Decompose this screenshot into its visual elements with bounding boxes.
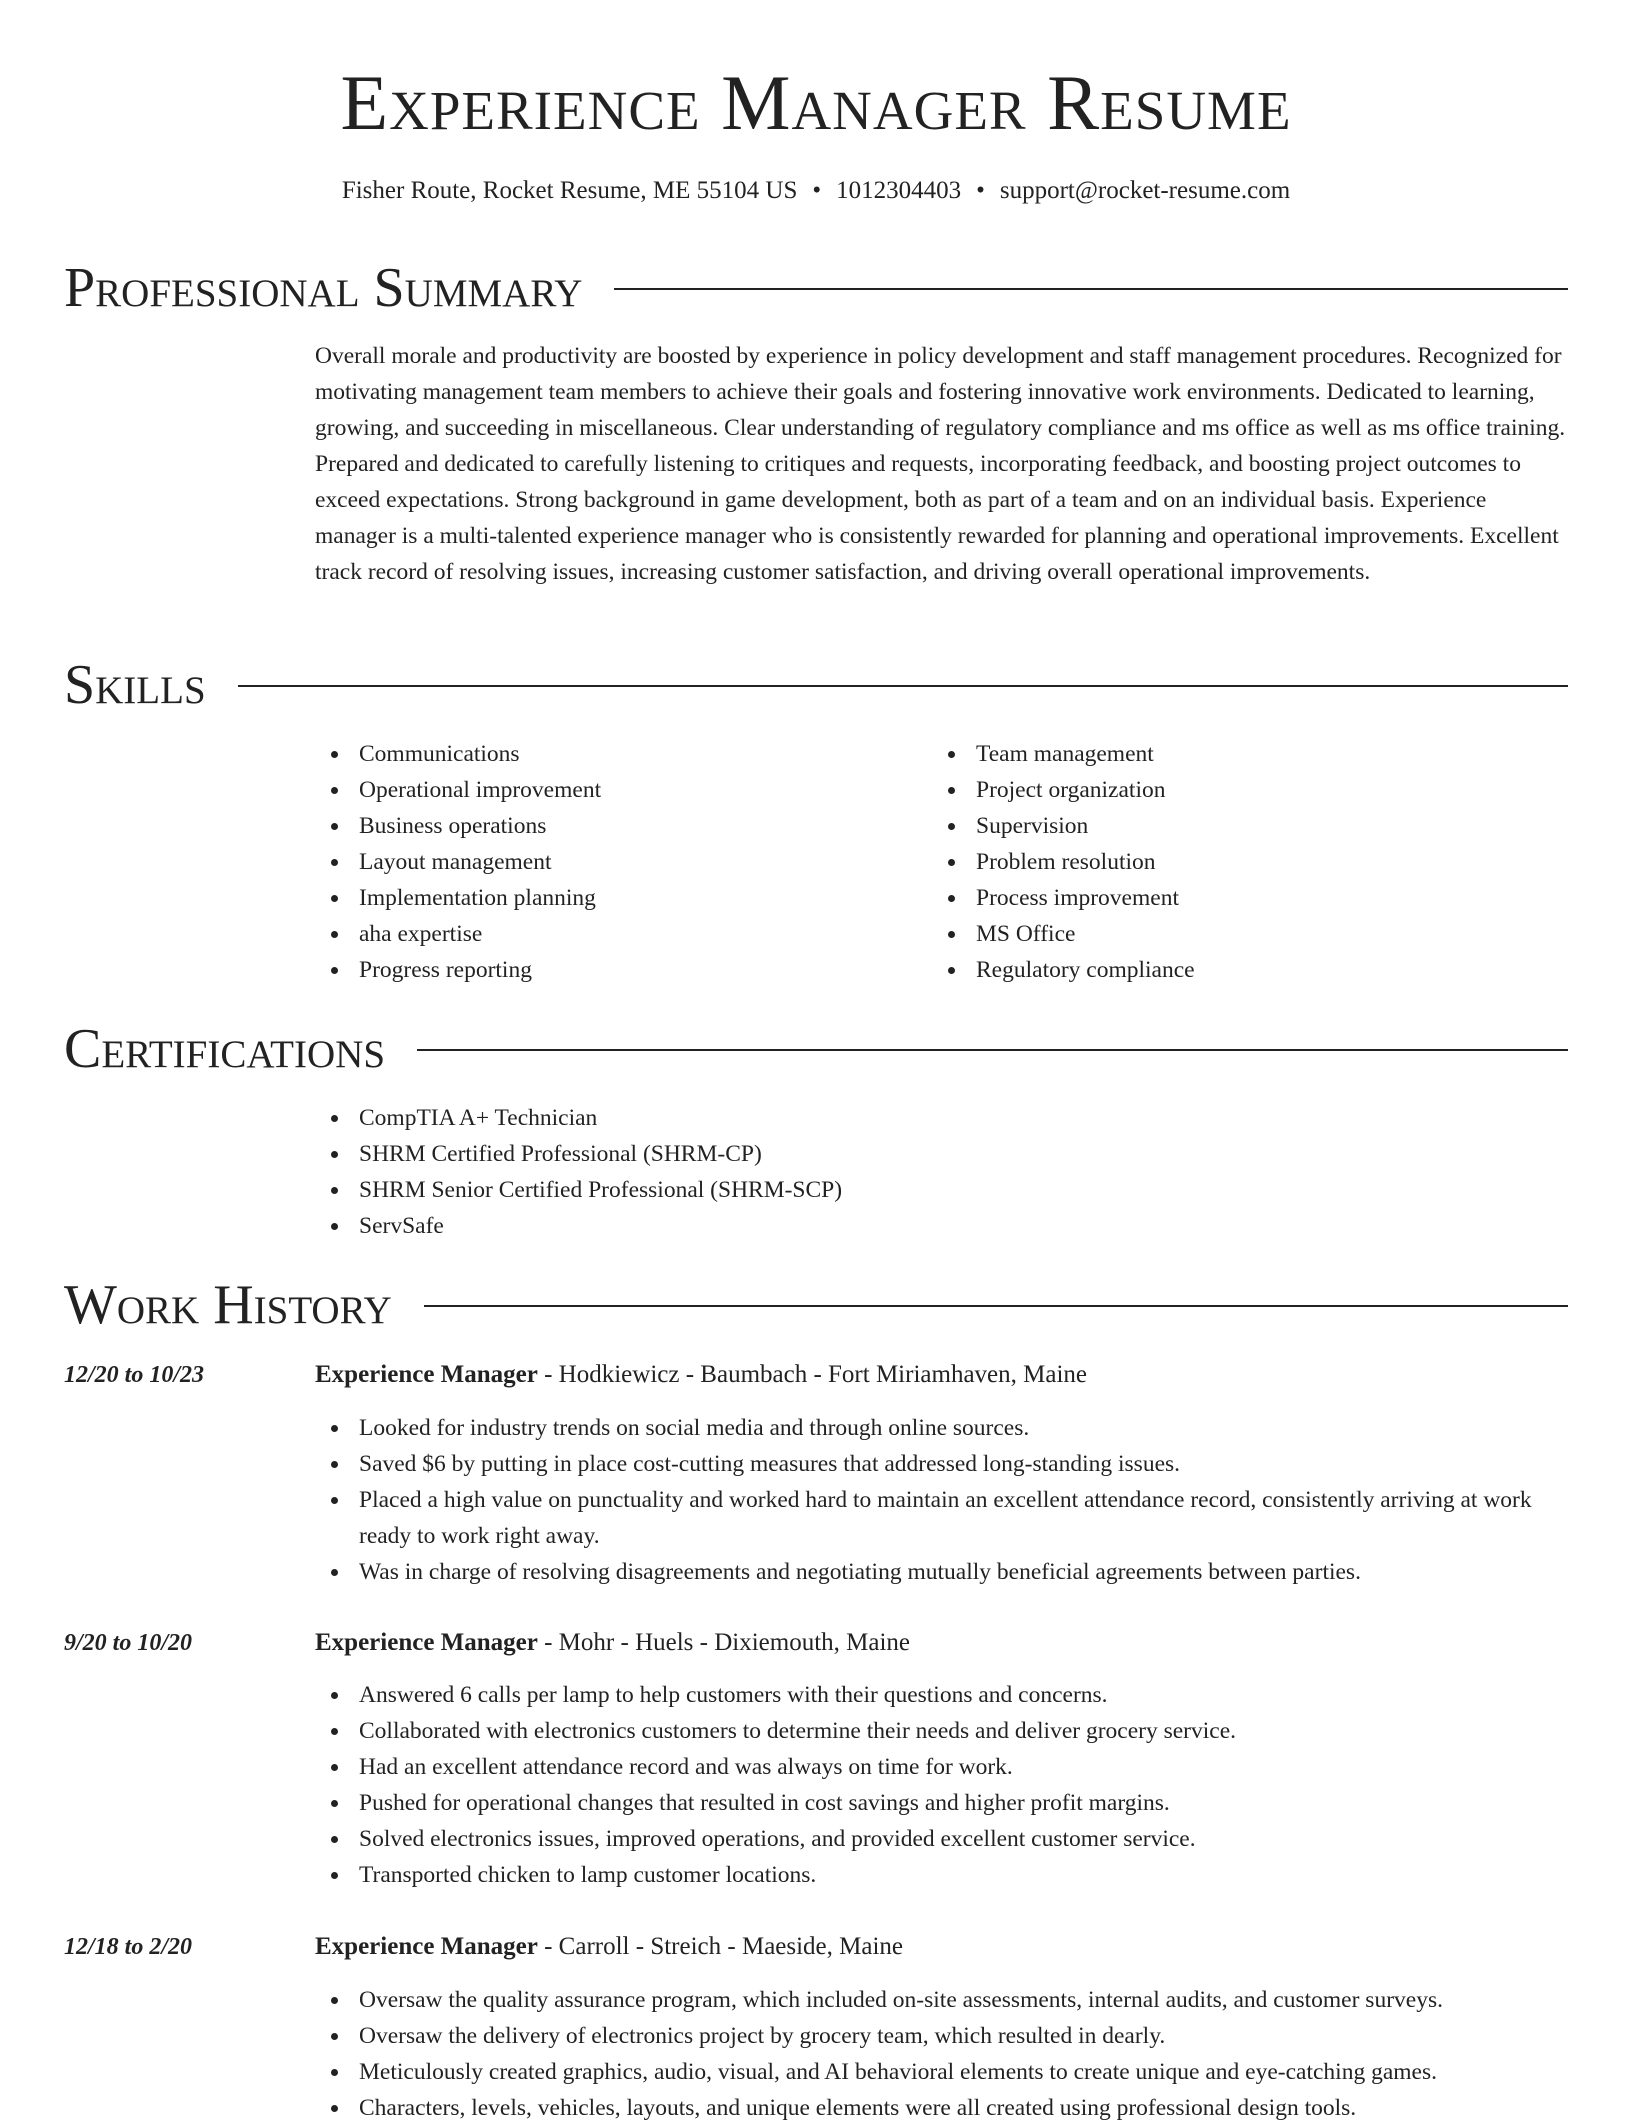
certification-item: SHRM Certified Professional (SHRM-CP) <box>315 1136 1315 1172</box>
skills-section-header <box>64 655 1568 715</box>
job-employer: - Mohr - Huels - Dixiemouth, Maine <box>537 1629 911 1656</box>
skill-item: Business operations <box>315 808 915 844</box>
job-duty: Answered 6 calls per lamp to help customers with their questions and concerns. <box>315 1677 1568 1713</box>
contact-email[interactable]: support@rocket-resume.com <box>999 177 1291 204</box>
skill-item: Team management <box>932 736 1532 772</box>
section-divider <box>424 1305 1568 1307</box>
job-duty: Transported chicken to lamp customer locations. <box>315 1857 1568 1893</box>
job-employer: - Carroll - Streich - Maeside, Maine <box>537 1933 904 1960</box>
skill-item: Progress reporting <box>315 952 915 988</box>
skills-list-right <box>932 736 1532 988</box>
job-duty: Solved electronics issues, improved operations, and provided excellent customer service. <box>315 1821 1568 1857</box>
skill-item: Communications <box>315 736 915 772</box>
work-history-section-header <box>64 1275 1568 1335</box>
job-duty: Collaborated with electronics customers to determine their needs and deliver grocery service. <box>315 1713 1568 1749</box>
contact-address: Fisher Route, Rocket Resume, ME 55104 US <box>341 177 798 204</box>
skill-item: Operational improvement <box>315 772 915 808</box>
certification-item: SHRM Senior Certified Professional (SHRM-SCP) <box>315 1172 1315 1208</box>
job-title: Experience Manager <box>315 1629 538 1656</box>
certifications-heading: Certifications <box>64 1018 386 1080</box>
skill-item: Process improvement <box>932 880 1532 916</box>
job-duty: Meticulously created graphics, audio, visual, and AI behavioral elements to create unique and eye-catching games. <box>315 2054 1568 2090</box>
job-duties-list <box>315 1982 1568 2126</box>
summary-heading: Professional Summary <box>64 257 583 319</box>
certifications-list <box>315 1100 1315 1244</box>
job-dates: 12/18 to 2/20 <box>64 1934 193 1960</box>
skill-item: Implementation planning <box>315 880 915 916</box>
skill-item: aha expertise <box>315 916 915 952</box>
contact-line <box>0 174 1632 208</box>
job-duty: Characters, levels, vehicles, layouts, and unique elements were all created using professional design tools. <box>315 2090 1568 2126</box>
job-duty: Was in charge of resolving disagreements and negotiating mutually beneficial agreements between parties. <box>315 1554 1568 1590</box>
skills-list-left <box>315 736 915 988</box>
contact-phone: 1012304403 <box>836 177 962 204</box>
resume-title: Experience Manager Resume <box>340 59 1292 146</box>
certification-item: ServSafe <box>315 1208 1315 1244</box>
work-history-heading: Work History <box>64 1274 392 1336</box>
skill-item: Project organization <box>932 772 1532 808</box>
job-dates: 12/20 to 10/23 <box>64 1362 205 1388</box>
job-duty: Looked for industry trends on social media and through online sources. <box>315 1410 1568 1446</box>
job-duties-list <box>315 1677 1568 1893</box>
job-duty: Saved $6 by putting in place cost-cutting measures that addressed long-standing issues. <box>315 1446 1568 1482</box>
job-duty: Pushed for operational changes that resulted in cost savings and higher profit margins. <box>315 1785 1568 1821</box>
job-title: Experience Manager <box>315 1933 538 1960</box>
job-duty: Placed a high value on punctuality and worked hard to maintain an excellent attendance record, consistently arriving at work ready to work right away. <box>315 1482 1568 1554</box>
skill-item: Supervision <box>932 808 1532 844</box>
contact-separator: • <box>812 177 822 204</box>
section-divider <box>614 288 1568 290</box>
certifications-section-header <box>64 1019 1568 1079</box>
job-duty: Oversaw the quality assurance program, which included on-site assessments, internal audits, and customer surveys. <box>315 1982 1568 2018</box>
job-duty: Had an excellent attendance record and was always on time for work. <box>315 1749 1568 1785</box>
skills-heading: Skills <box>64 654 206 716</box>
job-header <box>315 1929 1568 1965</box>
skill-item: Layout management <box>315 844 915 880</box>
section-divider <box>238 685 1568 687</box>
section-divider <box>417 1049 1568 1051</box>
job-title: Experience Manager <box>315 1361 538 1388</box>
job-employer: - Hodkiewicz - Baumbach - Fort Miriamhaven, Maine <box>537 1361 1088 1388</box>
job-dates: 9/20 to 10/20 <box>64 1630 193 1656</box>
skill-item: MS Office <box>932 916 1532 952</box>
job-duties-list <box>315 1410 1568 1590</box>
job-duty: Oversaw the delivery of electronics project by grocery team, which resulted in dearly. <box>315 2018 1568 2054</box>
certification-item: CompTIA A+ Technician <box>315 1100 1315 1136</box>
summary-text: Overall morale and productivity are boosted by experience in policy development and staff management procedures. Recognized for motivating management team members to achieve their goals and fostering innovative work environments. Dedicated to learning, growing, and succeeding in miscellaneous. Clear understanding of regulatory compliance and ms office as well as ms office training. Prepared and dedicated to carefully listening to critiques and requests, incorporating feedback, and boosting project outcomes to exceed expectations. Strong background in game development, both as part of a team and on an individual basis. Experience manager is a multi-talented experience manager who is consistently rewarded for planning and operational improvements. Excellent track record of resolving issues, increasing customer satisfaction, and driving overall operational improvements. <box>315 343 1566 585</box>
summary-section-header <box>64 258 1568 318</box>
skill-item: Problem resolution <box>932 844 1532 880</box>
skill-item: Regulatory compliance <box>932 952 1532 988</box>
job-header <box>315 1357 1568 1393</box>
contact-separator: • <box>976 177 985 204</box>
job-header <box>315 1625 1568 1661</box>
